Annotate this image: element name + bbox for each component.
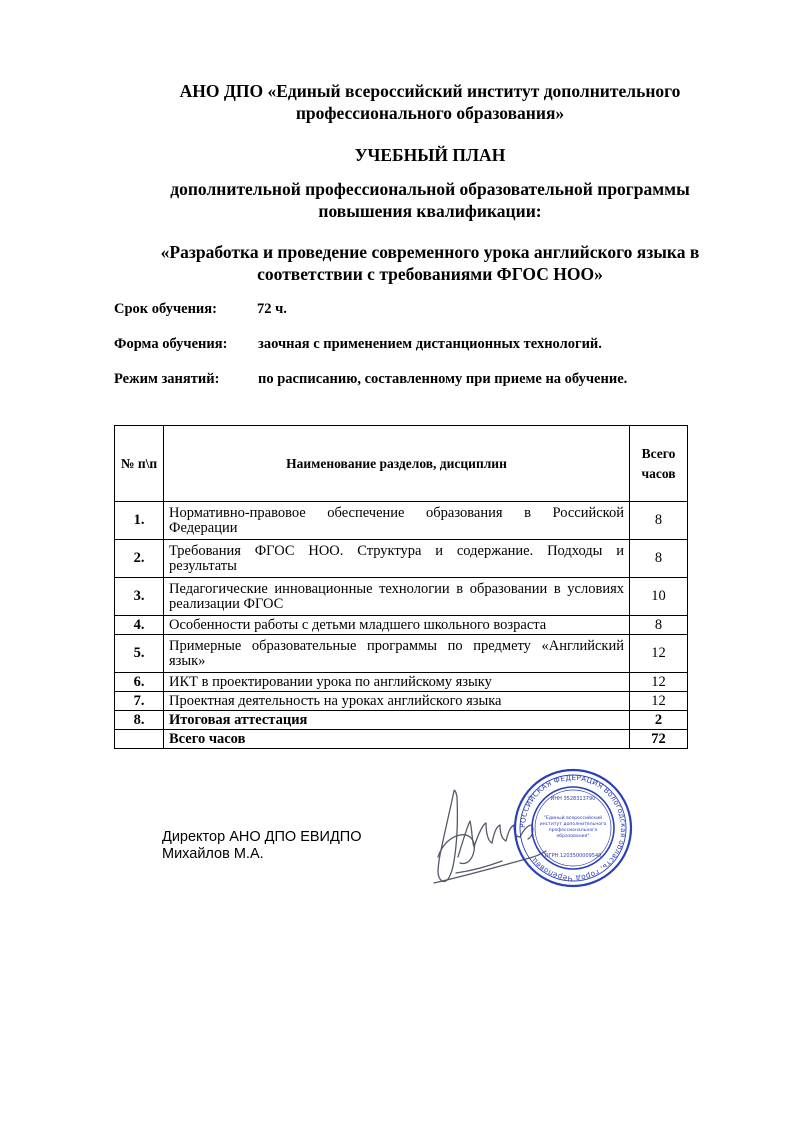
mode-value: по расписанию, составленному при приеме на обучение.: [258, 371, 628, 387]
program-type: дополнительной профессиональной образовательной программы повышения квалификации:: [170, 179, 690, 221]
row-hours: 72: [630, 730, 688, 749]
row-name: Нормативно-правовое обеспечение образования в Российской Федерации: [164, 502, 630, 540]
row-name: Проектная деятельность на уроках английского языка: [164, 692, 630, 711]
form-label: Форма обучения:: [114, 336, 228, 352]
svg-text:профессионального: профессионального: [548, 828, 598, 833]
plan-title: УЧЕБНЫЙ ПЛАН: [354, 145, 506, 165]
director-name: Михайлов М.А.: [162, 846, 264, 862]
row-name: Всего часов: [164, 730, 630, 749]
form-value: заочная с применением дистанционных технологий.: [258, 336, 602, 352]
svg-text:РОССИЙСКАЯ ФЕДЕРАЦИЯ Вологодск: РОССИЙСКАЯ ФЕДЕРАЦИЯ Вологодская область, город Череповец: [517, 772, 629, 884]
row-name: Примерные образовательные программы по предмету «Английский язык»: [164, 635, 630, 673]
header-num: № п\п: [115, 426, 164, 502]
table-row: [115, 711, 688, 730]
svg-text:ИНН 3528313790: ИНН 3528313790: [550, 796, 596, 802]
row-num: 1.: [115, 502, 164, 540]
row-name: ИКТ в проектировании урока по английскому языку: [164, 673, 630, 692]
organization-name: АНО ДПО «Единый всероссийский институт дополнительного профессионального образования»: [179, 81, 681, 123]
svg-text:образования": образования": [556, 834, 590, 839]
table-row: [115, 540, 688, 578]
mode-label: Режим занятий:: [114, 371, 220, 387]
svg-text:"Единый всероссийский: "Единый всероссийский: [543, 816, 603, 821]
table-row: [115, 673, 688, 692]
table-row: [115, 692, 688, 711]
table-row: [115, 502, 688, 540]
row-hours: 10: [630, 578, 688, 616]
row-num: 2.: [115, 540, 164, 578]
total-row: [115, 730, 688, 749]
header-name: Наименование разделов, дисциплин: [164, 426, 630, 502]
table-row: [115, 635, 688, 673]
row-hours: 12: [630, 692, 688, 711]
row-num: 6.: [115, 673, 164, 692]
duration-label: Срок обучения:: [114, 301, 217, 317]
row-num: 8.: [115, 711, 164, 730]
table-header-row: [115, 426, 688, 502]
director-block: [162, 829, 361, 863]
row-name: Особенности работы с детьми младшего школьного возраста: [164, 616, 630, 635]
row-hours: 8: [630, 616, 688, 635]
row-name: Требования ФГОС НОО. Структура и содержание. Подходы и результаты: [164, 540, 630, 578]
row-hours: 8: [630, 540, 688, 578]
duration-value: 72 ч.: [257, 301, 287, 317]
row-name: Педагогические инновационные технологии в образовании в условиях реализации ФГОС: [164, 578, 630, 616]
svg-text:институт дополнительного: институт дополнительного: [539, 822, 607, 827]
row-hours: 8: [630, 502, 688, 540]
table-row: [115, 578, 688, 616]
course-title: «Разработка и проведение современного урока английского языка в соответствии с требованиями ФГОС НОО»: [160, 242, 700, 284]
seal-stamp-icon: [512, 767, 634, 889]
svg-text:ОГРН 1203500009540: ОГРН 1203500009540: [544, 853, 602, 859]
row-hours: 2: [630, 711, 688, 730]
row-name: Итоговая аттестация: [164, 711, 630, 730]
director-title: Директор АНО ДПО ЕВИДПО: [162, 829, 362, 845]
row-num: 7.: [115, 692, 164, 711]
row-num: 4.: [115, 616, 164, 635]
row-hours: 12: [630, 635, 688, 673]
header-hours: Всего часов: [630, 426, 688, 502]
row-num: 5.: [115, 635, 164, 673]
row-hours: 12: [630, 673, 688, 692]
table-row: [115, 616, 688, 635]
curriculum-table: [114, 425, 688, 749]
row-num: [115, 730, 164, 749]
row-num: 3.: [115, 578, 164, 616]
